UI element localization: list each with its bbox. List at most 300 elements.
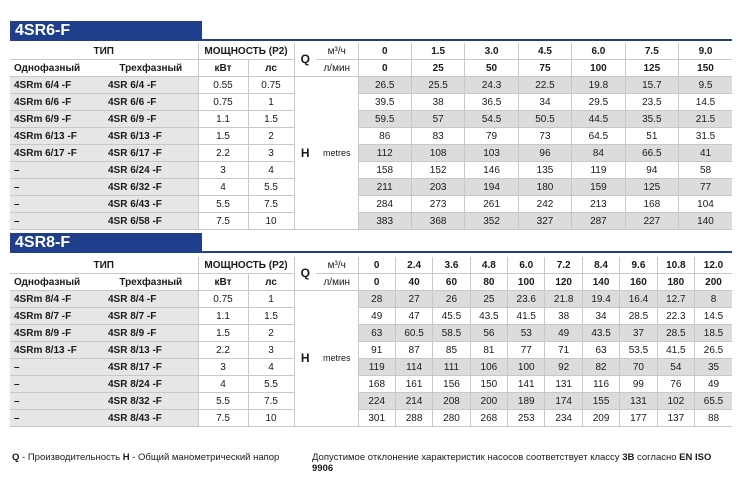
- head-value: 35: [695, 359, 732, 376]
- power-kw: 1.5: [198, 325, 248, 342]
- three-phase-model: 4SR 6/17 -F: [104, 145, 198, 162]
- head-value: 131: [545, 376, 582, 393]
- q-value: 1.5: [411, 43, 464, 60]
- table-row: [10, 162, 732, 179]
- head-value: 24.3: [465, 77, 518, 94]
- head-value: 44.5: [572, 111, 625, 128]
- head-value: 56: [470, 325, 507, 342]
- head-value: 43.5: [582, 325, 619, 342]
- head-value: 26.5: [695, 342, 732, 359]
- q-value-lmin: 200: [695, 274, 732, 291]
- q-label: Q: [294, 43, 316, 77]
- single-phase-header: Однофазный: [10, 274, 104, 291]
- head-value: 200: [470, 393, 507, 410]
- h-abbr: H: [122, 452, 130, 463]
- q-value: 7.2: [545, 257, 582, 274]
- head-value: 168: [358, 376, 395, 393]
- single-phase-model: 4SRm 8/13 -F: [10, 342, 104, 359]
- single-phase-model: –: [10, 213, 104, 230]
- q-unit-m3h: м³/ч: [316, 257, 358, 274]
- head-value: 111: [433, 359, 470, 376]
- head-value: 12.7: [657, 291, 694, 308]
- head-value: 27: [395, 291, 432, 308]
- three-phase-model: 4SR 8/32 -F: [104, 393, 198, 410]
- head-value: 79: [465, 128, 518, 145]
- three-phase-model: 4SR 6/6 -F: [104, 94, 198, 111]
- head-value: 194: [465, 179, 518, 196]
- head-value: 34: [518, 94, 571, 111]
- q-value: 9.6: [620, 257, 657, 274]
- head-value: 34: [582, 308, 619, 325]
- head-value: 268: [470, 410, 507, 427]
- power-kw: 5.5: [198, 196, 248, 213]
- power-hp: 1: [248, 291, 294, 308]
- power-hp: 3: [248, 145, 294, 162]
- head-value: 368: [411, 213, 464, 230]
- q-value-lmin: 0: [358, 60, 411, 77]
- head-value: 8: [695, 291, 732, 308]
- q-value-lmin: 50: [465, 60, 518, 77]
- q-unit-m3h: м³/ч: [316, 43, 358, 60]
- head-value: 76: [657, 376, 694, 393]
- single-phase-model: –: [10, 162, 104, 179]
- power-hp: 5.5: [248, 179, 294, 196]
- head-value: 19.8: [572, 77, 625, 94]
- head-value: 208: [433, 393, 470, 410]
- head-value: 189: [508, 393, 545, 410]
- head-value: 26.5: [358, 77, 411, 94]
- q-value-lmin: 40: [395, 274, 432, 291]
- three-phase-model: 4SR 8/13 -F: [104, 342, 198, 359]
- head-value: 41.5: [657, 342, 694, 359]
- head-value: 64.5: [572, 128, 625, 145]
- head-value: 59.5: [358, 111, 411, 128]
- hp-header: лс: [248, 274, 294, 291]
- head-value: 38: [411, 94, 464, 111]
- single-phase-model: –: [10, 196, 104, 213]
- q-value: 7.5: [625, 43, 678, 60]
- head-value: 26: [433, 291, 470, 308]
- head-value: 180: [518, 179, 571, 196]
- type-header: ТИП: [10, 257, 198, 274]
- head-value: 209: [582, 410, 619, 427]
- head-value: 284: [358, 196, 411, 213]
- head-value: 60.5: [395, 325, 432, 342]
- head-value: 86: [358, 128, 411, 145]
- head-value: 77: [679, 179, 732, 196]
- table-row: [10, 111, 732, 128]
- power-hp: 2: [248, 128, 294, 145]
- head-value: 84: [572, 145, 625, 162]
- table-row: [10, 145, 732, 162]
- head-value: 288: [395, 410, 432, 427]
- head-value: 146: [465, 162, 518, 179]
- q-value-lmin: 0: [358, 274, 395, 291]
- kw-header: кВт: [198, 274, 248, 291]
- power-hp: 1.5: [248, 111, 294, 128]
- table-row: [10, 94, 732, 111]
- head-value: 383: [358, 213, 411, 230]
- q-value: 4.8: [470, 257, 507, 274]
- q-value: 8.4: [582, 257, 619, 274]
- three-phase-model: 4SR 8/4 -F: [104, 291, 198, 308]
- head-value: 82: [582, 359, 619, 376]
- head-value: 203: [411, 179, 464, 196]
- table-row: [10, 128, 732, 145]
- footer-legend: [12, 452, 279, 463]
- power-hp: 10: [248, 213, 294, 230]
- head-value: 16.4: [620, 291, 657, 308]
- section-title-4sr8: 4SR8-F: [10, 233, 202, 253]
- q-value: 4.5: [518, 43, 571, 60]
- head-value: 14.5: [679, 94, 732, 111]
- h-label: H: [294, 77, 316, 230]
- single-phase-header: Однофазный: [10, 60, 104, 77]
- q-value: 3.0: [465, 43, 518, 60]
- head-value: 23.6: [508, 291, 545, 308]
- power-hp: 1: [248, 94, 294, 111]
- head-value: 21.5: [679, 111, 732, 128]
- head-value: 327: [518, 213, 571, 230]
- head-value: 261: [465, 196, 518, 213]
- head-value: 45.5: [433, 308, 470, 325]
- head-value: 49: [545, 325, 582, 342]
- q-value: 10.8: [657, 257, 694, 274]
- tolerance-text: Допустимое отклонение характеристик насосов соответствует классу: [312, 452, 623, 463]
- head-value: 119: [572, 162, 625, 179]
- power-kw: 1.1: [198, 308, 248, 325]
- table-row: [10, 308, 732, 325]
- three-phase-model: 4SR 6/32 -F: [104, 179, 198, 196]
- q-value-lmin: 100: [572, 60, 625, 77]
- three-phase-model: 4SR 6/9 -F: [104, 111, 198, 128]
- power-kw: 4: [198, 376, 248, 393]
- q-unit-lmin: л/мин: [316, 274, 358, 291]
- head-value: 141: [508, 376, 545, 393]
- head-value: 92: [545, 359, 582, 376]
- power-hp: 10: [248, 410, 294, 427]
- head-value: 63: [582, 342, 619, 359]
- head-value: 22.3: [657, 308, 694, 325]
- table-row: [10, 359, 732, 376]
- head-value: 102: [657, 393, 694, 410]
- head-value: 31.5: [679, 128, 732, 145]
- power-kw: 4: [198, 179, 248, 196]
- h-unit: metres: [316, 291, 358, 427]
- head-value: 29.5: [572, 94, 625, 111]
- power-hp: 7.5: [248, 196, 294, 213]
- tolerance-mid: согласно: [634, 452, 680, 463]
- head-value: 51: [625, 128, 678, 145]
- head-value: 73: [518, 128, 571, 145]
- head-value: 100: [508, 359, 545, 376]
- single-phase-model: –: [10, 179, 104, 196]
- q-value: 9.0: [679, 43, 732, 60]
- power-kw: 2.2: [198, 145, 248, 162]
- power-kw: 5.5: [198, 393, 248, 410]
- head-value: 352: [465, 213, 518, 230]
- head-value: 234: [545, 410, 582, 427]
- head-value: 43.5: [470, 308, 507, 325]
- power-hp: 3: [248, 342, 294, 359]
- three-phase-model: 4SR 8/43 -F: [104, 410, 198, 427]
- power-hp: 0.75: [248, 77, 294, 94]
- head-value: 106: [470, 359, 507, 376]
- head-value: 53: [508, 325, 545, 342]
- head-value: 273: [411, 196, 464, 213]
- power-kw: 7.5: [198, 213, 248, 230]
- h-label: H: [294, 291, 316, 427]
- q-value: 2.4: [395, 257, 432, 274]
- head-value: 253: [508, 410, 545, 427]
- head-value: 152: [411, 162, 464, 179]
- head-value: 66.5: [625, 145, 678, 162]
- head-value: 22.5: [518, 77, 571, 94]
- tolerance-standard: EN ISO 9906: [312, 452, 712, 474]
- tolerance-class: 3B: [622, 452, 635, 463]
- three-phase-model: 4SR 8/7 -F: [104, 308, 198, 325]
- head-value: 174: [545, 393, 582, 410]
- head-value: 28.5: [657, 325, 694, 342]
- single-phase-model: 4SRm 8/4 -F: [10, 291, 104, 308]
- head-value: 159: [572, 179, 625, 196]
- q-value-lmin: 100: [508, 274, 545, 291]
- head-value: 36.5: [465, 94, 518, 111]
- power-hp: 1.5: [248, 308, 294, 325]
- single-phase-model: 4SRm 6/17 -F: [10, 145, 104, 162]
- head-value: 99: [620, 376, 657, 393]
- head-value: 28: [358, 291, 395, 308]
- head-value: 85: [433, 342, 470, 359]
- table-row: [10, 77, 732, 94]
- head-value: 25: [470, 291, 507, 308]
- head-value: 49: [695, 376, 732, 393]
- head-value: 23.5: [625, 94, 678, 111]
- pump-table-4sr6: [10, 43, 732, 230]
- q-value: 0: [358, 257, 395, 274]
- q-value-lmin: 180: [657, 274, 694, 291]
- head-value: 77: [508, 342, 545, 359]
- single-phase-model: 4SRm 6/13 -F: [10, 128, 104, 145]
- head-value: 39.5: [358, 94, 411, 111]
- three-phase-model: 4SR 6/43 -F: [104, 196, 198, 213]
- power-kw: 1.1: [198, 111, 248, 128]
- q-value-lmin: 120: [545, 274, 582, 291]
- head-value: 287: [572, 213, 625, 230]
- power-kw: 3: [198, 359, 248, 376]
- head-value: 81: [470, 342, 507, 359]
- pump-table-4sr8: [10, 257, 732, 427]
- q-unit-lmin: л/мин: [316, 60, 358, 77]
- q-value-lmin: 75: [518, 60, 571, 77]
- q-value: 0: [358, 43, 411, 60]
- head-value: 116: [582, 376, 619, 393]
- single-phase-model: 4SRm 6/4 -F: [10, 77, 104, 94]
- tolerance-note: [312, 452, 732, 474]
- head-value: 71: [545, 342, 582, 359]
- q-value: 3.6: [433, 257, 470, 274]
- head-value: 161: [395, 376, 432, 393]
- power-kw: 7.5: [198, 410, 248, 427]
- q-value: 6.0: [508, 257, 545, 274]
- table-row: [10, 393, 732, 410]
- three-phase-model: 4SR 8/24 -F: [104, 376, 198, 393]
- head-value: 21.8: [545, 291, 582, 308]
- power-kw: 1.5: [198, 128, 248, 145]
- power-header: МОЩНОСТЬ (P2): [198, 257, 294, 274]
- head-value: 112: [358, 145, 411, 162]
- head-value: 54.5: [465, 111, 518, 128]
- q-value: 6.0: [572, 43, 625, 60]
- power-hp: 4: [248, 162, 294, 179]
- head-value: 301: [358, 410, 395, 427]
- single-phase-model: –: [10, 376, 104, 393]
- footer-notes: [12, 452, 732, 474]
- head-value: 63: [358, 325, 395, 342]
- head-value: 41.5: [508, 308, 545, 325]
- head-value: 119: [358, 359, 395, 376]
- power-hp: 5.5: [248, 376, 294, 393]
- head-value: 108: [411, 145, 464, 162]
- head-value: 37: [620, 325, 657, 342]
- head-value: 131: [620, 393, 657, 410]
- power-kw: 0.75: [198, 291, 248, 308]
- q-value: 12.0: [695, 257, 732, 274]
- single-phase-model: 4SRm 6/6 -F: [10, 94, 104, 111]
- head-value: 158: [358, 162, 411, 179]
- q-abbr: Q: [12, 452, 20, 463]
- head-value: 25.5: [411, 77, 464, 94]
- head-value: 41: [679, 145, 732, 162]
- head-value: 280: [433, 410, 470, 427]
- single-phase-model: –: [10, 410, 104, 427]
- q-value-lmin: 60: [433, 274, 470, 291]
- head-value: 47: [395, 308, 432, 325]
- q-value-lmin: 125: [625, 60, 678, 77]
- three-phase-model: 4SR 6/24 -F: [104, 162, 198, 179]
- head-value: 94: [625, 162, 678, 179]
- q-value-lmin: 25: [411, 60, 464, 77]
- table-row: [10, 342, 732, 359]
- three-phase-model: 4SR 8/17 -F: [104, 359, 198, 376]
- q-value-lmin: 160: [620, 274, 657, 291]
- head-value: 49: [358, 308, 395, 325]
- hp-header: лс: [248, 60, 294, 77]
- head-value: 58: [679, 162, 732, 179]
- head-value: 211: [358, 179, 411, 196]
- power-kw: 3: [198, 162, 248, 179]
- power-hp: 7.5: [248, 393, 294, 410]
- head-value: 214: [395, 393, 432, 410]
- head-value: 135: [518, 162, 571, 179]
- q-value-lmin: 150: [679, 60, 732, 77]
- power-kw: 0.75: [198, 94, 248, 111]
- three-phase-model: 4SR 6/58 -F: [104, 213, 198, 230]
- head-value: 168: [625, 196, 678, 213]
- q-legend-text: - Производительность: [19, 452, 123, 463]
- power-hp: 4: [248, 359, 294, 376]
- head-value: 213: [572, 196, 625, 213]
- head-value: 224: [358, 393, 395, 410]
- h-legend-text: - Общий манометрический напор: [129, 452, 280, 463]
- h-unit: metres: [316, 77, 358, 230]
- head-value: 140: [679, 213, 732, 230]
- head-value: 57: [411, 111, 464, 128]
- head-value: 50.5: [518, 111, 571, 128]
- power-header: МОЩНОСТЬ (P2): [198, 43, 294, 60]
- head-value: 103: [465, 145, 518, 162]
- table-row: [10, 213, 732, 230]
- three-phase-model: 4SR 6/4 -F: [104, 77, 198, 94]
- head-value: 137: [657, 410, 694, 427]
- head-value: 155: [582, 393, 619, 410]
- head-value: 53.5: [620, 342, 657, 359]
- table-row: [10, 376, 732, 393]
- type-header: ТИП: [10, 43, 198, 60]
- q-value-lmin: 140: [582, 274, 619, 291]
- head-value: 91: [358, 342, 395, 359]
- power-kw: 0.55: [198, 77, 248, 94]
- head-value: 14.5: [695, 308, 732, 325]
- table-row: [10, 179, 732, 196]
- three-phase-model: 4SR 8/9 -F: [104, 325, 198, 342]
- head-value: 150: [470, 376, 507, 393]
- power-kw: 2.2: [198, 342, 248, 359]
- kw-header: кВт: [198, 60, 248, 77]
- head-value: 54: [657, 359, 694, 376]
- single-phase-model: 4SRm 8/9 -F: [10, 325, 104, 342]
- head-value: 9.5: [679, 77, 732, 94]
- table-row: [10, 410, 732, 427]
- head-value: 104: [679, 196, 732, 213]
- three-phase-header: Трехфазный: [104, 60, 198, 77]
- head-value: 35.5: [625, 111, 678, 128]
- head-value: 125: [625, 179, 678, 196]
- head-value: 87: [395, 342, 432, 359]
- title-rule: [10, 251, 732, 253]
- single-phase-model: 4SRm 6/9 -F: [10, 111, 104, 128]
- single-phase-model: –: [10, 359, 104, 376]
- head-value: 227: [625, 213, 678, 230]
- head-value: 114: [395, 359, 432, 376]
- head-value: 58.5: [433, 325, 470, 342]
- three-phase-header: Трехфазный: [104, 274, 198, 291]
- head-value: 19.4: [582, 291, 619, 308]
- head-value: 96: [518, 145, 571, 162]
- table-row: [10, 325, 732, 342]
- power-hp: 2: [248, 325, 294, 342]
- head-value: 28.5: [620, 308, 657, 325]
- q-label: Q: [294, 257, 316, 291]
- head-value: 38: [545, 308, 582, 325]
- head-value: 70: [620, 359, 657, 376]
- table-row: [10, 291, 732, 308]
- head-value: 65.5: [695, 393, 732, 410]
- head-value: 83: [411, 128, 464, 145]
- head-value: 242: [518, 196, 571, 213]
- head-value: 156: [433, 376, 470, 393]
- section-title-4sr6: 4SR6-F: [10, 21, 202, 41]
- head-value: 88: [695, 410, 732, 427]
- title-rule: [10, 39, 732, 41]
- single-phase-model: 4SRm 8/7 -F: [10, 308, 104, 325]
- three-phase-model: 4SR 6/13 -F: [104, 128, 198, 145]
- table-row: [10, 196, 732, 213]
- q-value-lmin: 80: [470, 274, 507, 291]
- head-value: 177: [620, 410, 657, 427]
- head-value: 15.7: [625, 77, 678, 94]
- single-phase-model: –: [10, 393, 104, 410]
